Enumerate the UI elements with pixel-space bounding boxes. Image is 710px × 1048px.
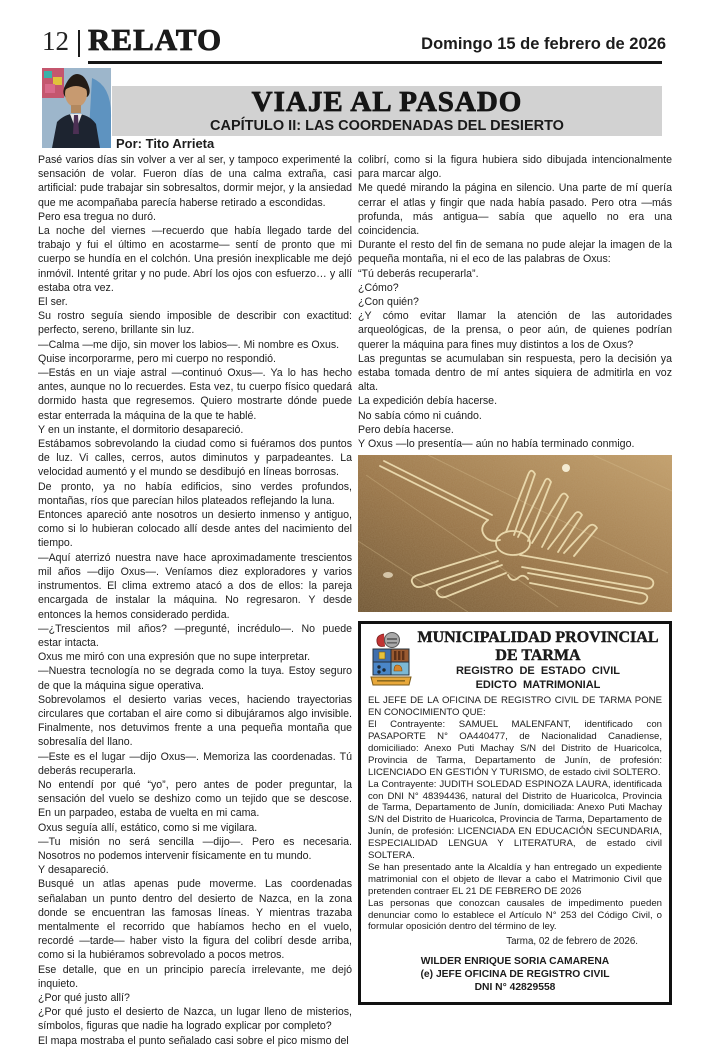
story-paragraph: Sobrevolamos el desierto varias veces, haciendo trayectorias circulares que cortaban el aire como si dibujáramos algo invisible. Finalmente, nos detuvimos frente a una pequeña montaña que sobresalía del llano. — [38, 693, 352, 749]
story-paragraph: —¿Trescientos mil años? —pregunté, incrédulo—. No puede estar intacta. — [38, 622, 352, 649]
notice-date-line: Tarma, 02 de febrero de 2026. — [506, 936, 638, 948]
story-title-banner — [112, 86, 662, 136]
notice-body — [368, 695, 662, 933]
story-paragraph: Entonces apareció ante nosotros un desierto inmenso y antiguo, como si lo hubieran colocado allí desde antes del nacimiento del tiempo. — [38, 509, 352, 550]
author-photo-graphic — [42, 68, 111, 148]
story-chapter: CAPÍTULO II: LAS COORDENADAS DEL DESIERTO — [210, 118, 564, 134]
story-paragraph: De pronto, ya no había edificios, sino verdes profundos, montañas, ríos que parecían hilos plateados reflejando la luna. — [38, 480, 352, 507]
story-paragraph: Busqué un atlas apenas pude moverme. Las coordenadas señalaban un punto dentro del desierto de Nazca, en la zona donde se encuentran las famosas líneas. Y mientras trazaba mentalmente el recorrido que habíamos hecho en el vuelo, recordé —tarde— haber visto la figura del colibrí desde arriba, como si la hubiéramos sobrevolado a pocos metros. — [38, 878, 352, 962]
story-paragraph: —Este es el lugar —dijo Oxus—. Memoriza las coordenadas. Tú deberás recuperarla. — [38, 750, 352, 777]
story-paragraph: Pero debía hacerse. — [358, 423, 454, 436]
signature-line: DNI N° 42829558 — [474, 981, 556, 993]
story-column-left — [38, 153, 352, 1047]
story-paragraph: colibrí, como si la figura hubiera sido dibujada intencionalmente para marcar algo. — [358, 154, 672, 181]
header-rule — [88, 61, 662, 64]
story-paragraph: Oxus seguía allí, estático, como si me vigilara. — [38, 821, 258, 834]
section-title: RELATO — [88, 22, 223, 57]
story-column-right-text — [358, 153, 672, 451]
story-paragraph: ¿Y cómo evitar llamar la atención de las autoridades arqueológicas, de la prensa, o peor aún, de quienes podrían querer la máquina para fines muy distintos a los de Oxus? — [358, 310, 672, 351]
story-paragraph: Y desapareció. — [38, 864, 109, 877]
story-paragraph: Pasé varios días sin volver a ver al ser, y tampoco experimenté la sensación de volar. Fueron días de una calma extraña, casi artificial: pude trabajar sin sobresaltos, dormir mejor, y la ansiedad que me acompañaba parecía haberse retirado a escondidas. — [38, 154, 352, 209]
story-paragraph: Su rostro seguía siendo imposible de describir con exactitud: perfecto, sereno, brillante sin luz. — [38, 310, 352, 337]
story-column-right — [358, 153, 672, 1005]
story-paragraph: “Tú deberás recuperarla”. — [358, 267, 479, 280]
coat-of-arms-icon — [368, 629, 414, 689]
story-paragraph: No entendí por qué “yo”, pero antes de poder preguntar, la sensación del vuelo se deshizo como un tejido que se descose. En un parpadeo, estaba de vuelta en mi cama. — [38, 778, 352, 820]
story-paragraph: —Calma —me dijo, sin mover los labios—. Mi nombre es Oxus. — [38, 338, 340, 351]
story-paragraph: ¿Por qué justo allí? — [38, 991, 130, 1004]
notice-subtitle-2: EDICTO MATRIMONIAL — [475, 679, 601, 692]
notice-header-text — [414, 628, 662, 692]
story-paragraph: El mapa mostraba el punto señalado casi sobre el pico mismo del — [38, 1034, 349, 1047]
story-paragraph: No sabía cómo ni cuándo. — [358, 409, 482, 422]
story-paragraph: —Nuestra tecnología no se degrada como la tuya. Estoy seguro de que la máquina sigue operativa. — [38, 665, 352, 692]
story-title: VIAJE AL PASADO — [251, 86, 523, 118]
edict-notice-box — [358, 621, 672, 1005]
story-paragraph: Las preguntas se acumulaban sin respuesta, pero la decisión ya estaba tomada dentro de mí antes siquiera de admitirla en voz alta. — [358, 352, 672, 394]
story-paragraph: La expedición debía hacerse. — [358, 395, 498, 408]
story-paragraph: ¿Por qué justo el desierto de Nazca, un lugar lleno de misterios, símbolos, figuras que nadie ha logrado explicar por completo? — [38, 1006, 352, 1033]
story-paragraph: Oxus me miró con una expresión que no supe interpretar. — [38, 651, 311, 664]
notice-org-line1: MUNICIPALIDAD PROVINCIAL — [417, 629, 659, 647]
story-paragraph: Estábamos sobrevolando la ciudad como si fuéramos dos puntos de luz. Vi calles, cerros, autos diminutos y parpadeantes. La velocidad aumentó y el mundo se desdibujó en líneas borrosas. — [38, 438, 352, 479]
story-paragraph: Durante el resto del fin de semana no pude alejar la imagen de la pequeña montaña, ni el eco de las palabras de Oxus: — [358, 239, 672, 266]
notice-paragraph: Las personas que conozcan causales de impedimento pueden denunciar como lo establece el Artículo N° 253 del Código Civil, o formular oposición dentro del término de ley. — [368, 897, 662, 933]
signature-line: WILDER ENRIQUE SORIA CAMARENA — [420, 956, 610, 968]
story-paragraph: La noche del viernes —recuerdo que había llegado tarde del trabajo y fui el último en acostarme— sentí de pronto que mi cuerpo se hundía en el colchón. Una presión inexplicable me dejó inmóvil. Intenté gritar y no pude. Abrí los ojos con esfuerzo… y allí estaba otra vez. — [38, 225, 352, 294]
notice-signature — [368, 956, 662, 994]
story-paragraph: —Tu misión no será sencilla —dijo—. Pero es necesaria. Nosotros no podemos intervenir físicamente en tu mundo. — [38, 835, 352, 862]
story-paragraph: Pero esa tregua no duró. — [38, 210, 156, 223]
notice-paragraph: La Contrayente: JUDITH SOLEDAD ESPINOZA LAURA, identificada con DNI N° 48394436, natural del Distrito de Huaricolca, Provincia de Tarma, Departamento de Junín, domiciliada: Anexo Puti Machay S/N del Distrito de Huaricolca, Provincia de Tarma, Departamento de Junín, de profesión: LICENCIADA EN EDUCACIÓN SECUNDARIA, ESPECIALIDAD LENGUA Y LITERATURA, de estado civil SOLTERA. — [368, 778, 662, 862]
header-divider — [78, 30, 80, 57]
author-photo — [42, 68, 111, 148]
story-paragraph: El ser. — [38, 296, 68, 309]
notice-subtitle-1: REGISTRO DE ESTADO CIVIL — [455, 665, 621, 678]
story-paragraph: ¿Con quién? — [358, 296, 419, 309]
notice-paragraph: EL JEFE DE LA OFICINA DE REGISTRO CIVIL DE TARMA PONE EN CONOCIMIENTO QUE: — [368, 695, 662, 719]
notice-paragraph: El Contrayente: SAMUEL MALENFANT, identificado con PASAPORTE N° OA440477, de Nacionalidad Canadiense, domiciliado: Anexo Puti Machay S/N del Distrito de Huaricolca, Provincia de Tarma, Departamento de Junín, de profesión: LICENCIADO EN GESTIÓN Y TURISMO, de estado civil SOLTERO. — [368, 719, 662, 778]
story-paragraph: Y Oxus —lo presentía— aún no había terminado conmigo. — [358, 438, 635, 451]
notice-org-line2: DE TARMA — [495, 646, 581, 664]
signature-line: (e) JEFE OFICINA DE REGISTRO CIVIL — [420, 969, 610, 981]
story-paragraph: Ese detalle, que en un principio parecía irrelevante, me dejó inquieto. — [38, 963, 352, 990]
edition-date: Domingo 15 de febrero de 2026 — [421, 35, 666, 53]
byline: Por: Tito Arrieta — [116, 136, 215, 151]
story-paragraph: ¿Cómo? — [358, 281, 399, 294]
story-paragraph: —Aquí aterrizó nuestra nave hace aproximadamente trescientos mil años —dijo Oxus—. Veníamos diez exploradores y varios instrumentos. El clima extremo atacó a dos de ellos: la pareja encargada de instalar la máquina. No regresaron. Y desde entonces la hemos considerado perdida. — [38, 551, 352, 621]
story-paragraph: Me quedé mirando la página en silencio. Una parte de mí quería cerrar el atlas y fingir que nada había pasado. Pero otra —más profunda, más antigua— sabía que aquello no era una coincidencia. — [358, 182, 672, 238]
notice-header — [368, 628, 662, 692]
nazca-hummingbird-image — [358, 455, 672, 612]
story-paragraph: —Estás en un viaje astral —continuó Oxus—. Ya lo has hecho antes, aunque no lo recuerdes. Esta vez, tu cuerpo físico quedará dormido hasta que regresemos. Quiero mostrarte dónde puede estar enterrada la máquina de la que te hablé. — [38, 367, 352, 422]
story-paragraph: Y en un instante, el dormitorio desapareció. — [38, 423, 244, 436]
story-paragraph: Quise incorporarme, pero mi cuerpo no respondió. — [38, 352, 276, 365]
page-number: 12 — [42, 26, 69, 56]
notice-paragraph: Se han presentado ante la Alcaldía y han entregado un expediente matrimonial con el objeto de llevar a cabo el Matrimonio Civil que pretenden contraer EL 21 DE FEBRERO DE 2026 — [368, 861, 662, 897]
